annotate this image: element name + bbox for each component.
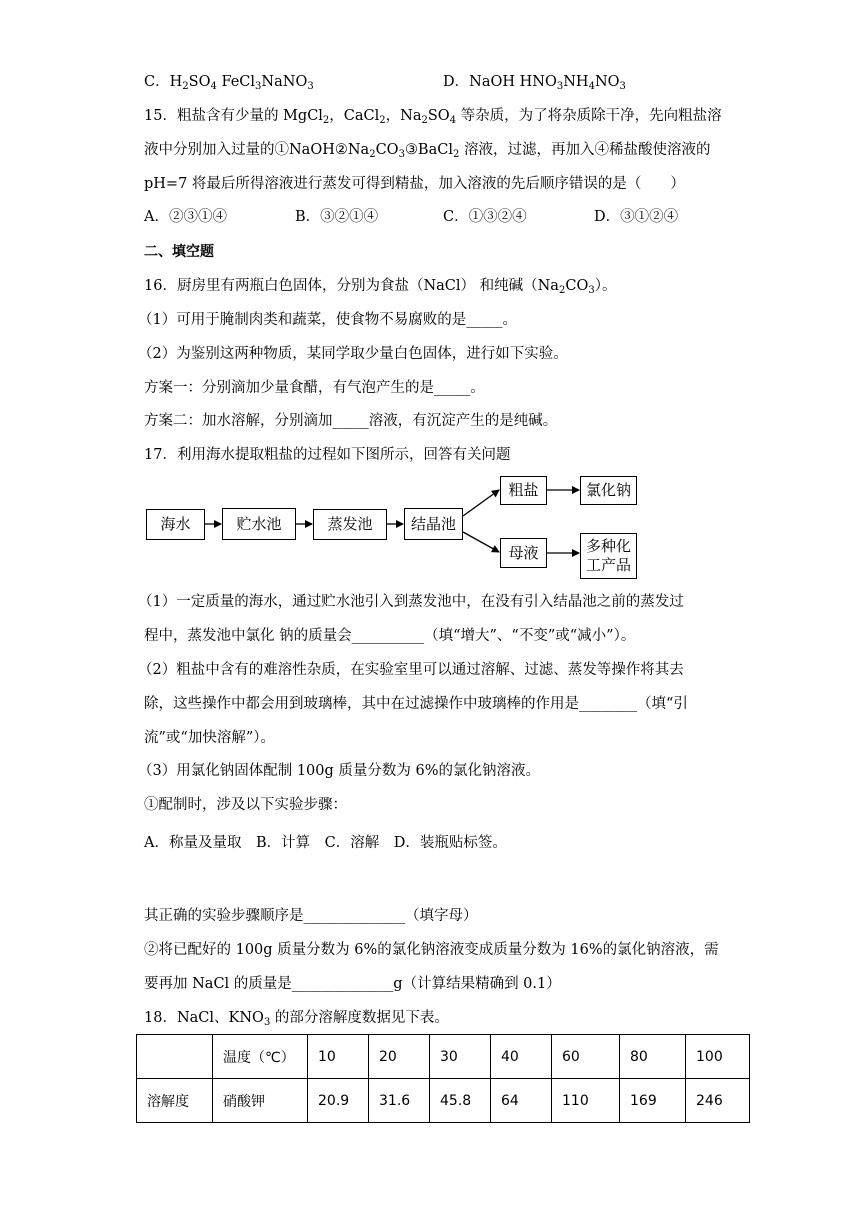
table-cell — [137, 1035, 213, 1079]
q17-part2-line-1: （2）粗盐中含有的难溶性杂质，在实验室里可以通过溶解、过滤、蒸发等操作将其去 — [138, 662, 684, 678]
table-cell: 169 — [620, 1079, 686, 1123]
table-cell: 30 — [430, 1035, 491, 1079]
table-cell: 10 — [308, 1035, 369, 1079]
table-cell: 45.8 — [430, 1079, 491, 1123]
section-heading: 二、填空题 — [144, 244, 214, 260]
box-mother-liquor: 母液 — [500, 538, 547, 568]
q15-line-1: 15．粗盐含有少量的 MgCl$_2$，CaCl$_2$，$Na_2SO_4$ 等杂质，为了将杂质除干净，先向粗盐溶 — [144, 108, 722, 126]
q16-line-2: （1）可用于腌制肉类和蔬菜，使食物不易腐败的是_____。 — [138, 312, 517, 328]
box-storage-pool: 贮水池 — [222, 508, 296, 540]
table-row — [137, 1079, 750, 1123]
q14-option-c: C．$H_2SO_4$ FeCl$_3$NaNO$_3$ — [144, 74, 314, 92]
q16-line-5: 方案二：加水溶解，分别滴加_____溶液，有沉淀产生的是纯碱。 — [144, 413, 558, 429]
table-cell: 64 — [491, 1079, 552, 1123]
q17-part2-line-3: 流”或“加快溶解”）。 — [144, 730, 275, 746]
table-cell: 温度（℃） — [213, 1035, 308, 1079]
q16-line-1: 16．厨房里有两瓶白色固体，分别为食盐（NaCl） 和纯碱$(Na_2CO_3)$。 — [144, 278, 617, 296]
table-cell: 40 — [491, 1035, 552, 1079]
q17-part3-line-1: （3）用氯化钠固体配制 100g 质量分数为 6%的氯化钠溶液。 — [138, 763, 541, 779]
q15-option-a: A．②③①④ — [144, 209, 227, 225]
table-cell: 20.9 — [308, 1079, 369, 1123]
q18-line-1: 18．NaCl、$KNO_3$ 的部分溶解度数据见下表。 — [144, 1010, 449, 1028]
q17-part2-line-2: 除，这些操作中都会用到玻璃棒，其中在过滤操作中玻璃棒的作用是________（填“引 — [144, 696, 688, 712]
box-evaporation-pool: 蒸发池 — [313, 509, 387, 540]
q17-part3-line-4: 其正确的实验步骤顺序是______________（填字母） — [144, 908, 478, 924]
q17-part1-line-1: （1）一定质量的海水，通过贮水池引入到蒸发池中，在没有引入结晶池之前的蒸发过 — [138, 594, 684, 610]
q17-part3-line-2: ①配制时，涉及以下实验步骤： — [144, 797, 347, 813]
table-cell: 100 — [686, 1035, 750, 1079]
table-cell: 246 — [686, 1079, 750, 1123]
box-chemical-products: 多种化 工产品 — [580, 533, 637, 579]
table-cell: 110 — [552, 1079, 620, 1123]
box-sodium-chloride: 氯化钠 — [580, 476, 637, 505]
q15-option-d: D．③①②④ — [594, 209, 679, 225]
q15-line-3: pH=7 将最后所得溶液进行蒸发可得到精盐，加入溶液的先后顺序错误的是（ ） — [144, 176, 685, 192]
table-cell: 80 — [620, 1035, 686, 1079]
table-cell: 溶解度 — [137, 1079, 213, 1123]
q17-part1-line-2: 程中，蒸发池中氯化 钠的质量会__________（填“增大”、“不变”或“减小”）。 — [144, 628, 636, 644]
table-cell: 60 — [552, 1035, 620, 1079]
q16-line-4: 方案一：分别滴加少量食醋，有气泡产生的是_____。 — [144, 380, 485, 396]
q16-line-3: （2）为鉴别这两种物质，某同学取少量白色固体，进行如下实验。 — [138, 346, 568, 362]
table-row — [137, 1035, 750, 1079]
box-crude-salt: 粗盐 — [500, 476, 547, 505]
table-cell: 20 — [369, 1035, 430, 1079]
q15-line-2: 液中分别加入过量的$①NaOH②Na_2CO_3③BaCl_2$ 溶液，过滤，再加入④稀盐酸使溶液的 — [144, 142, 711, 160]
q17-part3-line-5: ②将已配好的 100g 质量分数为 6%的氯化钠溶液变成质量分数为 16%的氯化钠溶液，需 — [144, 942, 719, 958]
q17-line-1: 17．利用海水提取粗盐的过程如下图所示，回答有关问题 — [144, 447, 511, 463]
q15-option-c: C．①③②④ — [443, 209, 527, 225]
box-seawater: 海水 — [146, 509, 205, 540]
table-cell: 31.6 — [369, 1079, 430, 1123]
q17-part3-line-6: 要再加 NaCl 的质量是______________g（计算结果精确到 0.1） — [144, 976, 561, 992]
solubility-table — [136, 1034, 750, 1123]
q15-option-b: B．③②①④ — [295, 209, 379, 225]
q17-part3-steps: A．称量及量取 B．计算 C．溶解 D．装瓶贴标签。 — [144, 835, 507, 851]
box-crystallization-pool: 结晶池 — [404, 508, 463, 540]
q14-option-d: D．NaOH $HNO_3NH_4NO_3$ — [443, 74, 626, 92]
table-cell: 硝酸钾 — [213, 1079, 308, 1123]
